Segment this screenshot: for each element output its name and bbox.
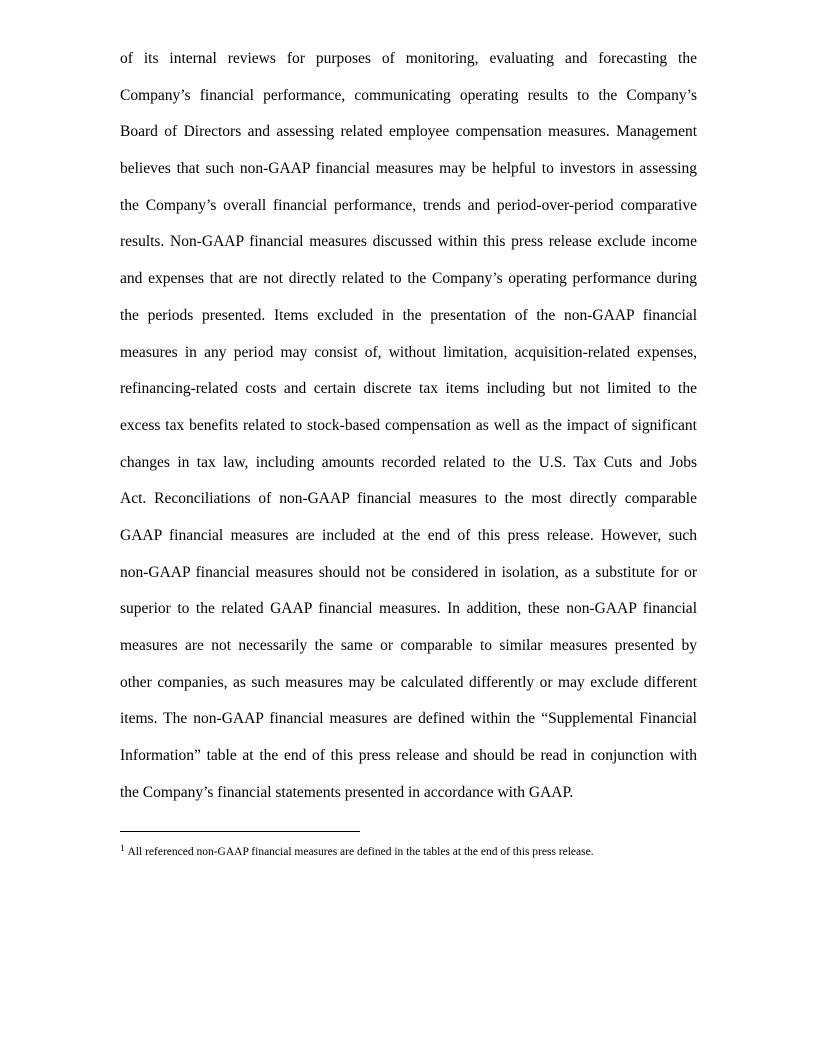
paragraph-line: Company’s financial performance, communicating operating results to the Company’s xyxy=(120,86,697,104)
paragraph-line: of its internal reviews for purposes of monitoring, evaluating and forecasting the xyxy=(120,50,697,67)
paragraph-line: results. Non-GAAP financial measures discussed within this press release exclude income xyxy=(120,233,697,251)
footnote-text: All referenced non-GAAP financial measures are defined in the tables at the end of this press release. xyxy=(127,846,594,858)
paragraph-line: and expenses that are not directly related to the Company’s operating performance during xyxy=(120,270,697,288)
paragraph-line: Information” table at the end of this press release and should be read in conjunction with xyxy=(120,747,697,765)
paragraph-line: excess tax benefits related to stock-based compensation as well as the impact of significant xyxy=(120,416,697,434)
paragraph-line: believes that such non-GAAP financial measures may be helpful to investors in assessing xyxy=(120,160,697,178)
paragraph-line: the periods presented. Items excluded in the presentation of the non-GAAP financial xyxy=(120,306,697,324)
footnote-separator xyxy=(120,831,360,832)
paragraph-line: GAAP financial measures are included at the end of this press release. However, such xyxy=(120,526,697,544)
paragraph-line: measures in any period may consist of, without limitation, acquisition-related expenses, xyxy=(120,343,697,361)
paragraph-line: other companies, as such measures may be calculated differently or may exclude different xyxy=(120,673,697,691)
paragraph-line: the Company’s financial statements presented in accordance with GAAP. xyxy=(120,783,574,801)
body-paragraph xyxy=(120,48,697,818)
paragraph-line: items. The non-GAAP financial measures are defined within the “Supplemental Financial xyxy=(120,710,697,728)
paragraph-line: superior to the related GAAP financial measures. In addition, these non-GAAP financial xyxy=(120,600,697,618)
paragraph-line: Board of Directors and assessing related employee compensation measures. Management xyxy=(120,123,697,141)
paragraph-line: changes in tax law, including amounts recorded related to the U.S. Tax Cuts and Jobs xyxy=(120,453,697,471)
paragraph-line: Act. Reconciliations of non-GAAP financial measures to the most directly comparable xyxy=(120,490,697,508)
paragraph-line: the Company’s overall financial performance, trends and period-over-period comparative xyxy=(120,196,697,214)
footnote-marker: 1 xyxy=(120,843,125,853)
footnote xyxy=(120,840,700,860)
paragraph-line: measures are not necessarily the same or comparable to similar measures presented by xyxy=(120,637,697,654)
paragraph-line: non-GAAP financial measures should not be considered in isolation, as a substitute for or xyxy=(120,563,697,581)
paragraph-line: refinancing-related costs and certain discrete tax items including but not limited to the xyxy=(120,380,697,398)
